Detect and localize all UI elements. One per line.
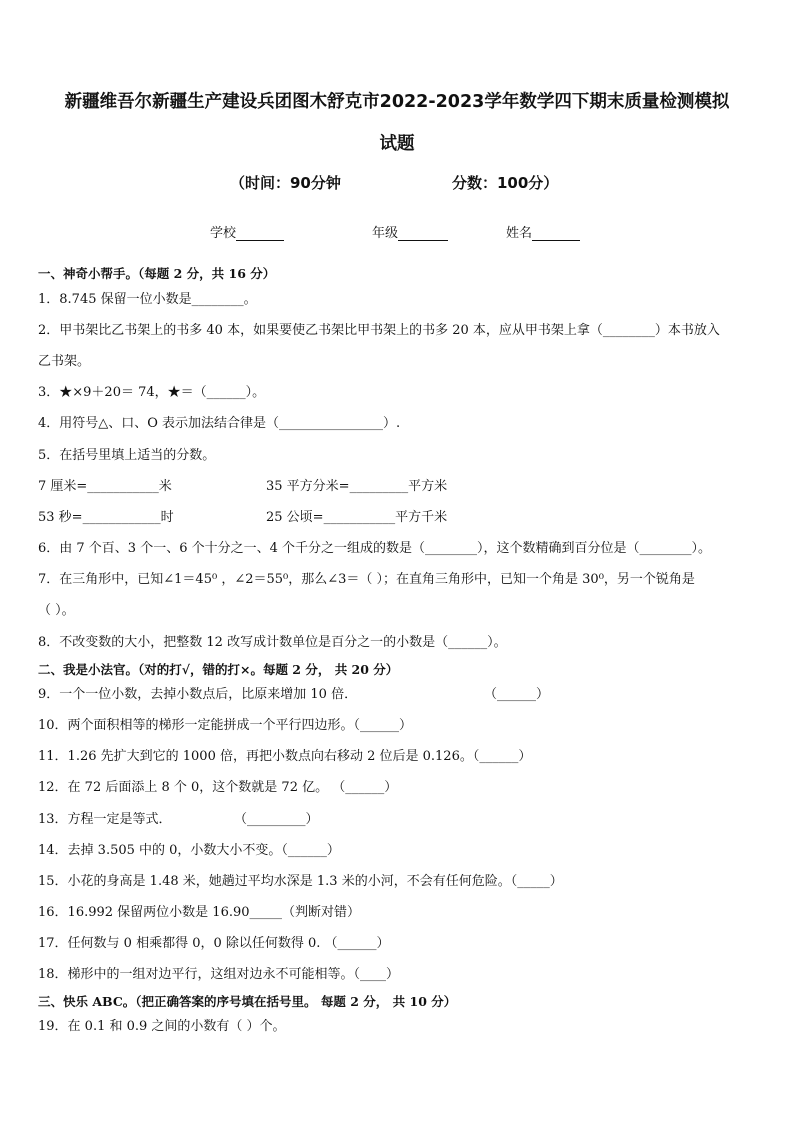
name-label: 姓名 xyxy=(506,226,533,241)
section-3-heading: 三、快乐 ABC。（把正确答案的序号填在括号里。 每题 2 分， 共 10 分） xyxy=(38,994,457,1009)
question-13: 13．方程一定是等式． xyxy=(38,812,172,827)
question-4: 4．用符号△、口、O 表示加法结合律是（________________）. xyxy=(38,416,401,431)
question-2-line2: 乙书架。 xyxy=(38,354,91,369)
grade-field xyxy=(372,222,448,241)
question-11: 11．1.26 先扩大到它的 1000 倍，再把小数点向右移动 2 位后是 0.126。（______） xyxy=(38,749,532,764)
question-16: 16．16.992 保留两位小数是 16.90_____（判断对错） xyxy=(38,905,361,920)
question-7-line1: 7．在三角形中，已知∠1＝45⁰ ，∠2＝55⁰，那么∠3＝（ ）；在直角三角形中，已知一个角是 30⁰，另一个锐角是 xyxy=(38,572,695,587)
grade-blank[interactable] xyxy=(398,226,448,241)
question-9-answer: （______） xyxy=(484,687,550,702)
question-2-line1: 2．甲书架比乙书架上的书多 40 本，如果要使乙书架比甲书架上的书多 20 本，应从甲书架上拿（________）本书放入 xyxy=(38,323,720,338)
question-9: 9．一个一位小数，去掉小数点后，比原来增加 10 倍． xyxy=(38,687,358,702)
question-5: 5．在括号里填上适当的分数。 xyxy=(38,448,216,463)
exam-time: （时间：90分钟 xyxy=(230,174,341,192)
question-18: 18．梯形中的一组对边平行，这组对边永不可能相等。（____） xyxy=(38,967,400,982)
question-6: 6．由 7 个百、3 个一、6 个十分之一、4 个千分之一组成的数是（________），这个数精确到百分位是（________）。 xyxy=(38,541,712,556)
exam-title-line2: 试题 xyxy=(379,134,415,154)
question-14: 14．去掉 3.505 中的 0，小数大小不变。（______） xyxy=(38,843,340,858)
school-field xyxy=(210,222,284,241)
question-17: 17．任何数与 0 相乘都得 0，0 除以任何数得 0. （______） xyxy=(38,936,390,951)
question-5-item-c: 53 秒=____________时 xyxy=(38,510,174,525)
school-blank[interactable] xyxy=(236,226,284,241)
grade-label: 年级 xyxy=(372,226,399,241)
question-10: 10．两个面积相等的梯形一定能拼成一个平行四边形。（______） xyxy=(38,718,413,733)
name-field xyxy=(506,222,580,241)
question-1: 1．8.745 保留一位小数是________。 xyxy=(38,292,257,307)
name-blank[interactable] xyxy=(532,226,580,241)
section-1-heading: 一、神奇小帮手。（每题 2 分，共 16 分） xyxy=(38,266,276,281)
question-7-line2: （ ）。 xyxy=(38,603,75,618)
question-13-answer: （_________） xyxy=(234,812,319,827)
exam-score: 分数：100分） xyxy=(452,174,559,192)
school-label: 学校 xyxy=(210,226,237,241)
exam-title-line1: 新疆维吾尔新疆生产建设兵团图木舒克市2022-2023学年数学四下期末质量检测模拟 xyxy=(64,92,730,112)
question-15: 15．小花的身高是 1.48 米，她趟过平均水深是 1.3 米的小河，不会有任何危险。（_____） xyxy=(38,874,563,889)
question-3: 3．★×9＋20＝ 74，★＝（______）。 xyxy=(38,385,266,400)
question-8: 8．不改变数的大小，把整数 12 改写成计数单位是百分之一的小数是（______）。 xyxy=(38,635,507,650)
section-2-heading: 二、我是小法官。（对的打√，错的打×。每题 2 分， 共 20 分） xyxy=(38,662,399,677)
question-5-item-a: 7 厘米=___________米 xyxy=(38,479,172,494)
question-19: 19．在 0.1 和 0.9 之间的小数有（ ）个。 xyxy=(38,1019,286,1034)
question-5-item-b: 35 平方分米=_________平方米 xyxy=(266,479,448,494)
question-12: 12．在 72 后面添上 8 个 0，这个数就是 72 亿。 （______） xyxy=(38,780,398,795)
question-5-item-d: 25 公顷=___________平方千米 xyxy=(266,510,448,525)
